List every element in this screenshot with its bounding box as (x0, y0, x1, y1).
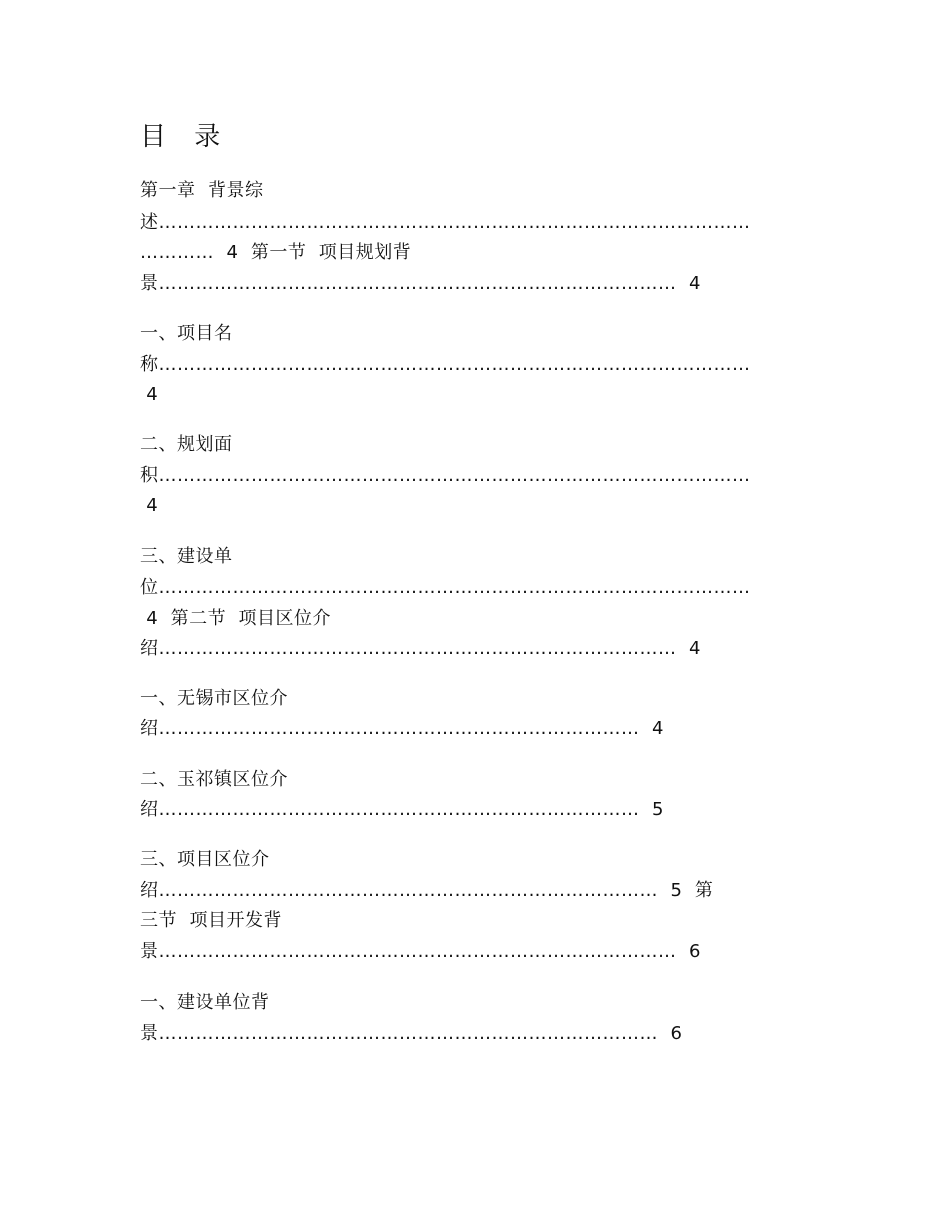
toc-line: 绍…………………………………………………………………… 4 (140, 718, 664, 739)
toc-line: 一、建设单位背 (140, 992, 270, 1013)
toc-line: 一、无锡市区位介 (140, 688, 288, 709)
toc-line: 绍………………………………………………………………………… 4 (140, 638, 701, 659)
toc-line: 绍…………………………………………………………………… 5 (140, 799, 664, 820)
toc-line: 绍……………………………………………………………………… 5 第 (140, 880, 714, 901)
toc-line: ………… 4 第一节 项目规划背 (140, 242, 412, 263)
toc-line: 景………………………………………………………………………… 6 (140, 941, 701, 962)
toc-line: 二、玉祁镇区位介 (140, 769, 288, 790)
toc-line: 述…………………………………………………………………………………… (140, 212, 751, 233)
toc-line: 4 (140, 384, 159, 405)
toc-line: 三节 项目开发背 (140, 910, 282, 931)
toc-line: 第一章 背景综 (140, 180, 264, 201)
toc-line: 称…………………………………………………………………………………… (140, 354, 751, 375)
toc-line: 4 第二节 项目区位介 (140, 608, 332, 629)
toc-title: 目 录 (140, 122, 231, 152)
toc-line: 积…………………………………………………………………………………… (140, 465, 751, 486)
toc-line: 位…………………………………………………………………………………… (140, 577, 751, 598)
toc-line: 景………………………………………………………………………… 4 (140, 273, 701, 294)
toc-line: 4 (140, 495, 159, 516)
toc-line: 一、项目名 (140, 323, 233, 344)
toc-line: 三、项目区位介 (140, 849, 270, 870)
toc-line: 三、建设单 (140, 546, 233, 567)
toc-line: 二、规划面 (140, 434, 233, 455)
toc-line: 景……………………………………………………………………… 6 (140, 1023, 683, 1044)
